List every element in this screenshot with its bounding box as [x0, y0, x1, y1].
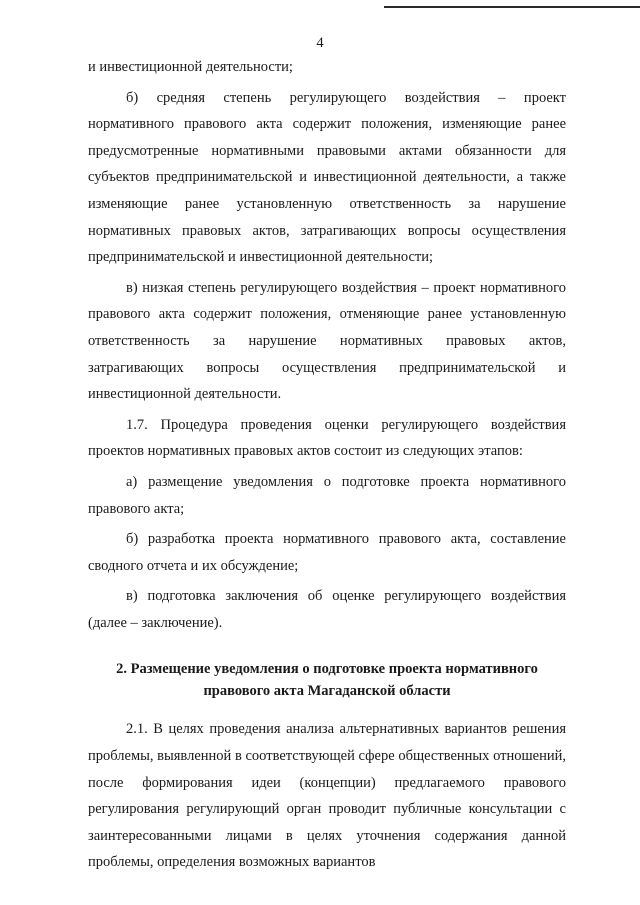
page-number: 4 — [316, 35, 324, 51]
section-heading-line-1: 2. Размещение уведомления о подготовке проекта нормативного — [116, 661, 538, 678]
paragraph-2-1: 2.1. В целях проведения анализа альтернативных вариантов решения проблемы, выявленной в соответствующей сфере общественных отношений, после формирования идеи (концепции) предлагаемого правового регулирования регулирующий орган проводит публичные консультации с заинтересованными лицами в целях уточнения содержания данной проблемы, определения возможных вариантов — [88, 721, 566, 871]
section-heading-line-2: правового акта Магаданской области — [203, 683, 451, 700]
document-body — [88, 54, 566, 876]
paragraph-stage-a: а) размещение уведомления о подготовке проекта нормативного правового акта; — [88, 473, 566, 517]
paragraph-continuation: и инвестиционной деятельности; — [88, 59, 293, 75]
paragraph-procedure-stages: 1.7. Процедура проведения оценки регулирующего воздействия проектов нормативных правовых актов состоит из следующих этапов: — [88, 416, 566, 460]
paragraph-stage-c: в) подготовка заключения об оценке регулирующего воздействия (далее – заключение). — [88, 588, 566, 631]
section-heading — [88, 658, 566, 702]
paragraph-stage-b: б) разработка проекта нормативного правового акта, составление сводного отчета и их обсуждение; — [88, 531, 566, 574]
paragraph-medium-impact: б) средняя степень регулирующего воздействия – проект нормативного правового акта содержит положения, изменяющие ранее предусмотренные нормативными правовыми актами обязанности для субъектов предпринимательской и инвестиционной деятельности, а также изменяющие ранее установленную ответственность за нарушение нормативных правовых актов, затрагивающих вопросы осуществления предпринимательской и инвестиционной деятельности; — [88, 89, 566, 266]
paragraph-low-impact: в) низкая степень регулирующего воздействия – проект нормативного правового акта содержит положения, отменяющие ранее установленную ответственность за нарушение нормативных правовых актов, затрагивающих вопросы осуществления предпринимательской и инвестиционной деятельности. — [88, 279, 566, 403]
top-edge-rule — [384, 6, 640, 8]
